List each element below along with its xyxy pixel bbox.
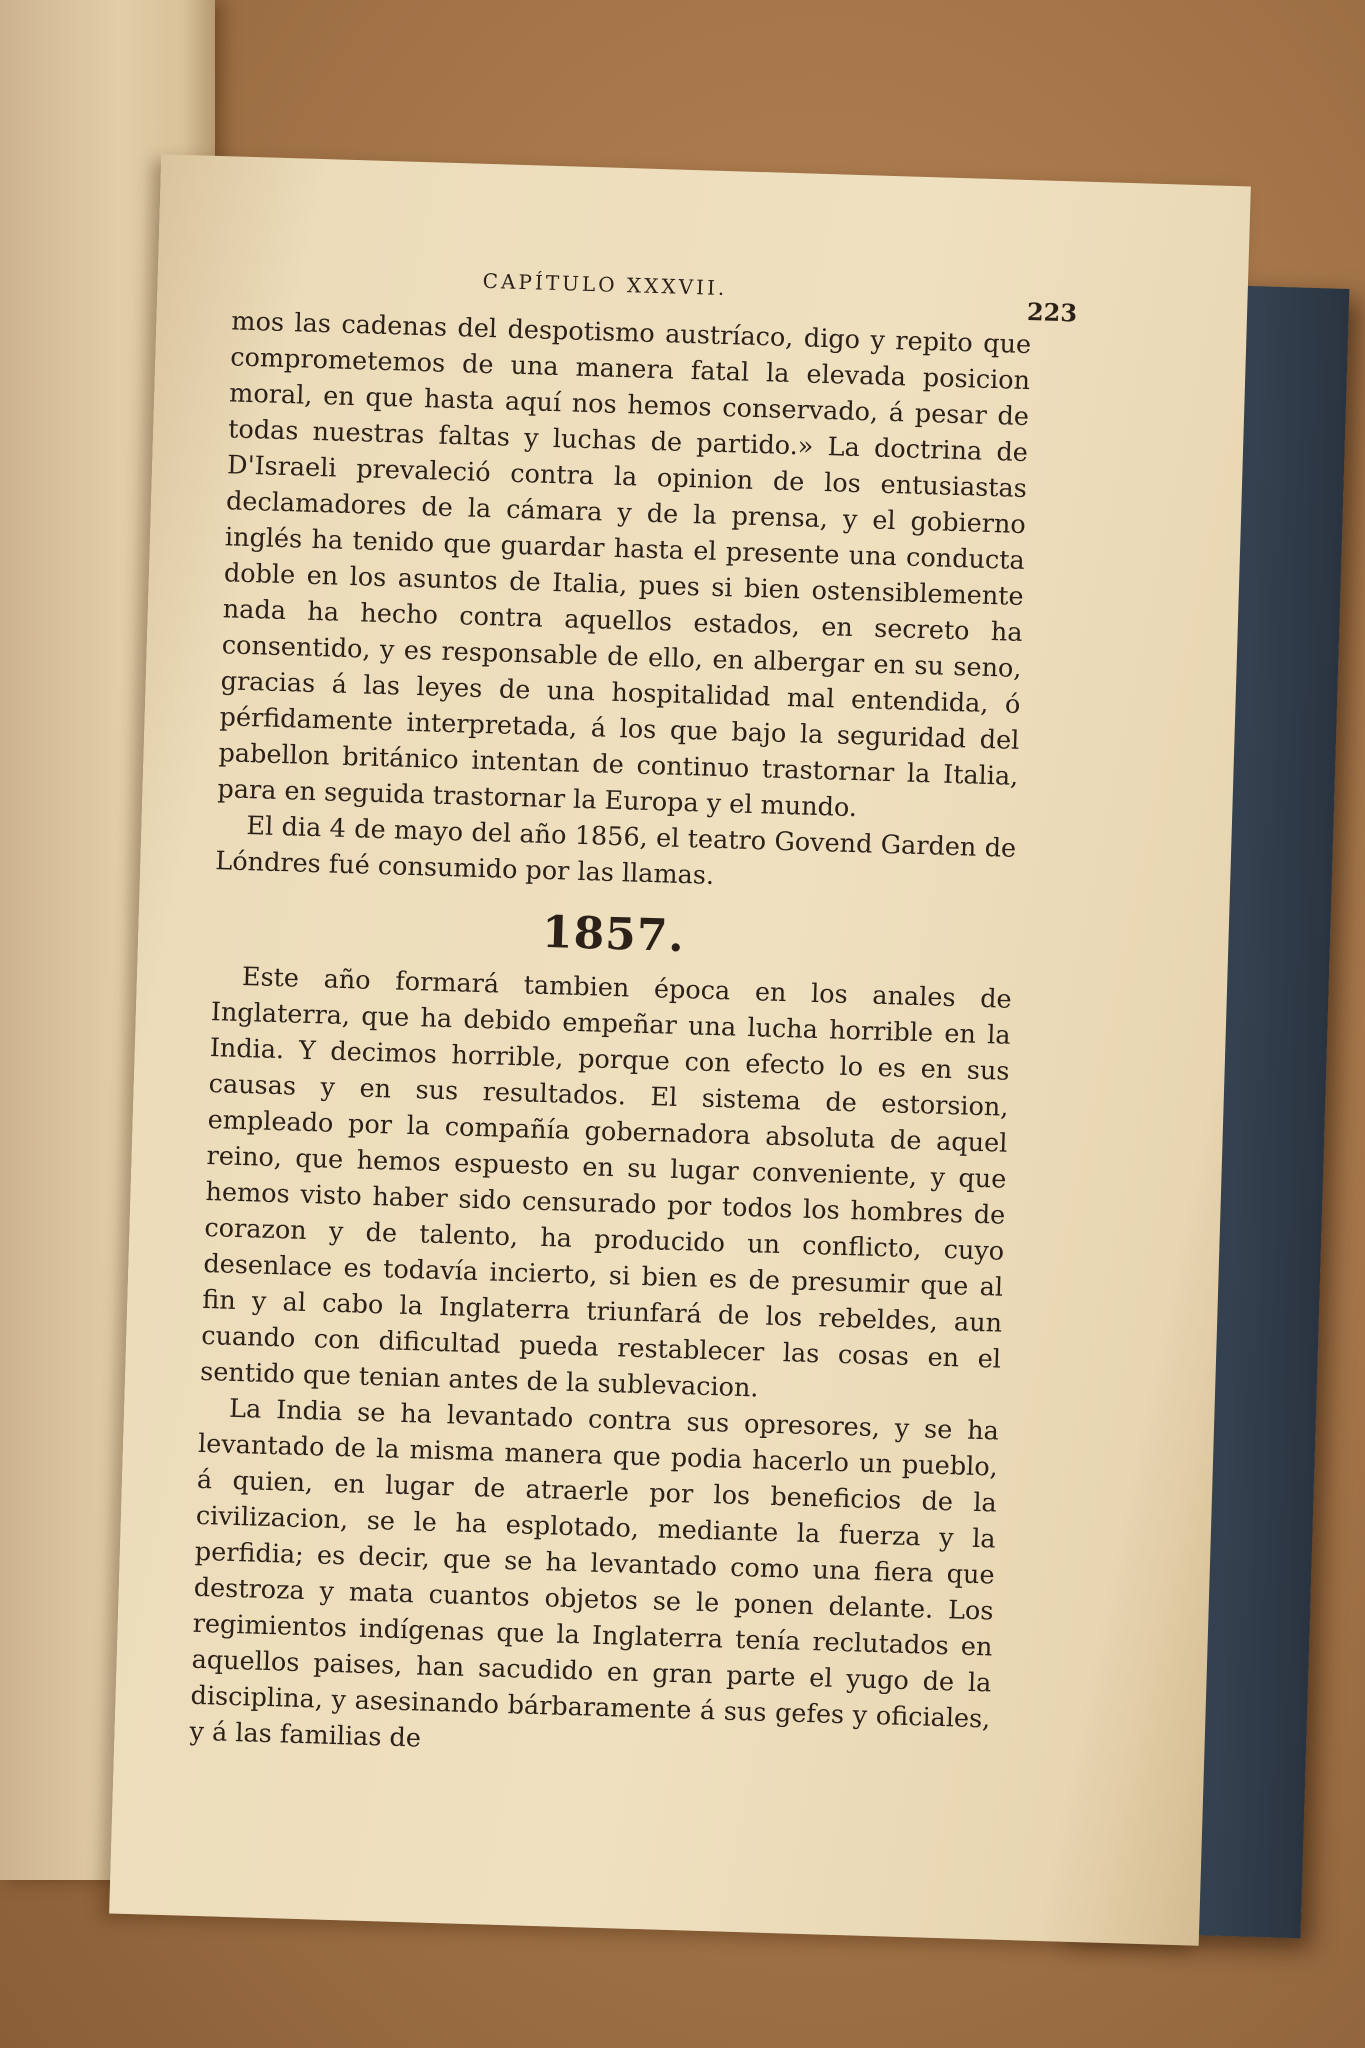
paragraph-3: Este año formará tambien época en los anales de Inglaterra, que ha debido empeñar una lucha horrible en la India. Y decimos horrible, porque con efecto lo es en sus causas y en sus resultados. El sistema de estorsion, empleado por la compañía gobernadora absoluta de aquel reino, que hemos espuesto en su lugar conveniente, y que hemos visto haber sido censurado por todos los hombres de corazon y de talento, ha producido un conflicto, cuyo desenlace es todavía incierto, si bien es de presumir que al fin y al cabo la Inglaterra triunfará de los rebeldes, aun cuando con dificultad pueda restablecer las cosas en el sentido que tenian antes de la sublevacion. bbox=[199, 961, 1013, 1404]
paragraph-2: El dia 4 de mayo del año 1856, el teatro Govend Garden de Lóndres fué consumido por las llamas. bbox=[214, 811, 1017, 891]
year-heading: 1857. bbox=[541, 906, 686, 963]
page-number: 223 bbox=[1026, 296, 1078, 328]
paragraph-1: mos las cadenas del despotismo austríaco, digo y repito que comprometemos de una manera fatal la elevada posicion moral, en que hasta aquí nos hemos conservado, á pesar de todas nuestras faltas y luchas de partido.» La doctrina de D'Israeli prevaleció contra la opinion de los entusiastas declamadores de la cámara y de la prensa, y el gobierno inglés ha tenido que guardar hasta el presente una conducta doble en los asuntos de Italia, pues si bien ostensiblemente nada ha hecho contra aquellos estados, en secreto ha consentido, y es responsable de ello, en albergar en su seno, gracias á las leyes de una hospitalidad mal entendida, ó pérfidamente interpretada, á los que bajo la seguridad del pabellon británico intentan de continuo trastornar la Italia, para en seguida trastornar la Europa y el mundo. bbox=[217, 306, 1032, 824]
book-page bbox=[109, 154, 1251, 1946]
page-content bbox=[189, 261, 1078, 1773]
running-head: CAPÍTULO XXXVII. bbox=[482, 268, 728, 301]
paragraph-4: La India se ha levantado contra sus opresores, y se ha levantado de la misma manera que podia hacerlo un pueblo, á quien, en lugar de atraerle por los beneficios de la civilizacion, se le ha esplotado, mediante la fuerza y la perfidia; es decir, que se ha levantado como una fiera que destroza y mata cuantos objetos se le ponen delante. Los regimientos indígenas que la Inglaterra tenía reclutados en aquellos paises, han sacudido en gran parte el yugo de la disciplina, y asesinando bárbaramente á sus gefes y oficiales, y á las familias de bbox=[189, 1393, 1000, 1754]
